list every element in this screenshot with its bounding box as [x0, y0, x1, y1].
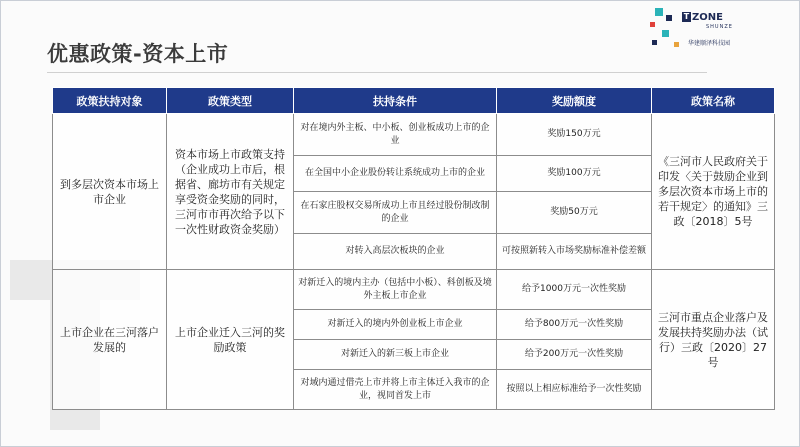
column-header: 扶持条件 [294, 88, 497, 114]
table-header-row [53, 88, 775, 114]
condition-cell: 在全国中小企业股份转让系统成功上市的企业 [294, 156, 497, 192]
table-row [53, 270, 775, 310]
column-header: 奖励额度 [497, 88, 652, 114]
type-cell: 上市企业迁入三河的奖励政策 [167, 270, 294, 410]
column-header: 政策名称 [652, 88, 775, 114]
page-title: 优惠政策-资本上市 [47, 42, 229, 66]
reward-cell: 给予200万元一次性奖励 [497, 340, 652, 370]
type-cell: 资本市场上市政策支持（企业成功上市后，根据省、廊坊市有关规定享受资金奖励的同时，三河市市再次给予以下一次性财政资金奖励） [167, 114, 294, 270]
deco-square [674, 42, 679, 47]
reward-cell: 奖励100万元 [497, 156, 652, 192]
logo-tagline: SHUNZE [706, 24, 733, 30]
title-divider [47, 72, 707, 73]
policy-table [52, 87, 775, 410]
reward-cell: 奖励150万元 [497, 114, 652, 156]
condition-cell: 在石家庄股权交易所成功上市且经过股份制改制的企业 [294, 192, 497, 234]
logo-brand: T ZONE [683, 12, 723, 23]
condition-cell: 对转入高层次板块的企业 [294, 234, 497, 270]
condition-cell: 对新迁入的新三板上市企业 [294, 340, 497, 370]
company-logo [682, 12, 762, 54]
reward-cell: 给予800万元一次性奖励 [497, 310, 652, 340]
policy-cell: 《三河市人民政府关于印发〈关于鼓励企业到多层次资本市场上市的若干规定〉的通知》三政〔2018〕5号 [652, 114, 775, 270]
column-header: 政策类型 [167, 88, 294, 114]
deco-square [652, 40, 657, 45]
column-header: 政策扶持对象 [53, 88, 167, 114]
condition-cell: 对新迁入的境内外创业板上市企业 [294, 310, 497, 340]
condition-cell: 对域内通过借壳上市并将上市主体迁入我市的企业，视同首发上市 [294, 370, 497, 410]
reward-cell: 可按照新转入市场奖励标准补偿差额 [497, 234, 652, 270]
policy-cell: 三河市重点企业落户及发展扶持奖励办法（试行）三政〔2020〕27号 [652, 270, 775, 410]
reward-cell: 给予1000万元一次性奖励 [497, 270, 652, 310]
condition-cell: 对新迁入的境内主办（包括中小板）、科创板及境外主板上市企业 [294, 270, 497, 310]
deco-square [666, 15, 672, 21]
deco-square [662, 30, 669, 37]
table-row [53, 114, 775, 156]
target-cell: 到多层次资本市场上市企业 [53, 114, 167, 270]
deco-square [655, 8, 663, 16]
logo-company: 华建顺泽科技园 [688, 40, 731, 47]
condition-cell: 对在境内外主板、中小板、创业板成功上市的企业 [294, 114, 497, 156]
reward-cell: 奖励50万元 [497, 192, 652, 234]
deco-square [650, 22, 655, 27]
reward-cell: 按照以上相应标准给予一次性奖励 [497, 370, 652, 410]
target-cell: 上市企业在三河落户发展的 [53, 270, 167, 410]
